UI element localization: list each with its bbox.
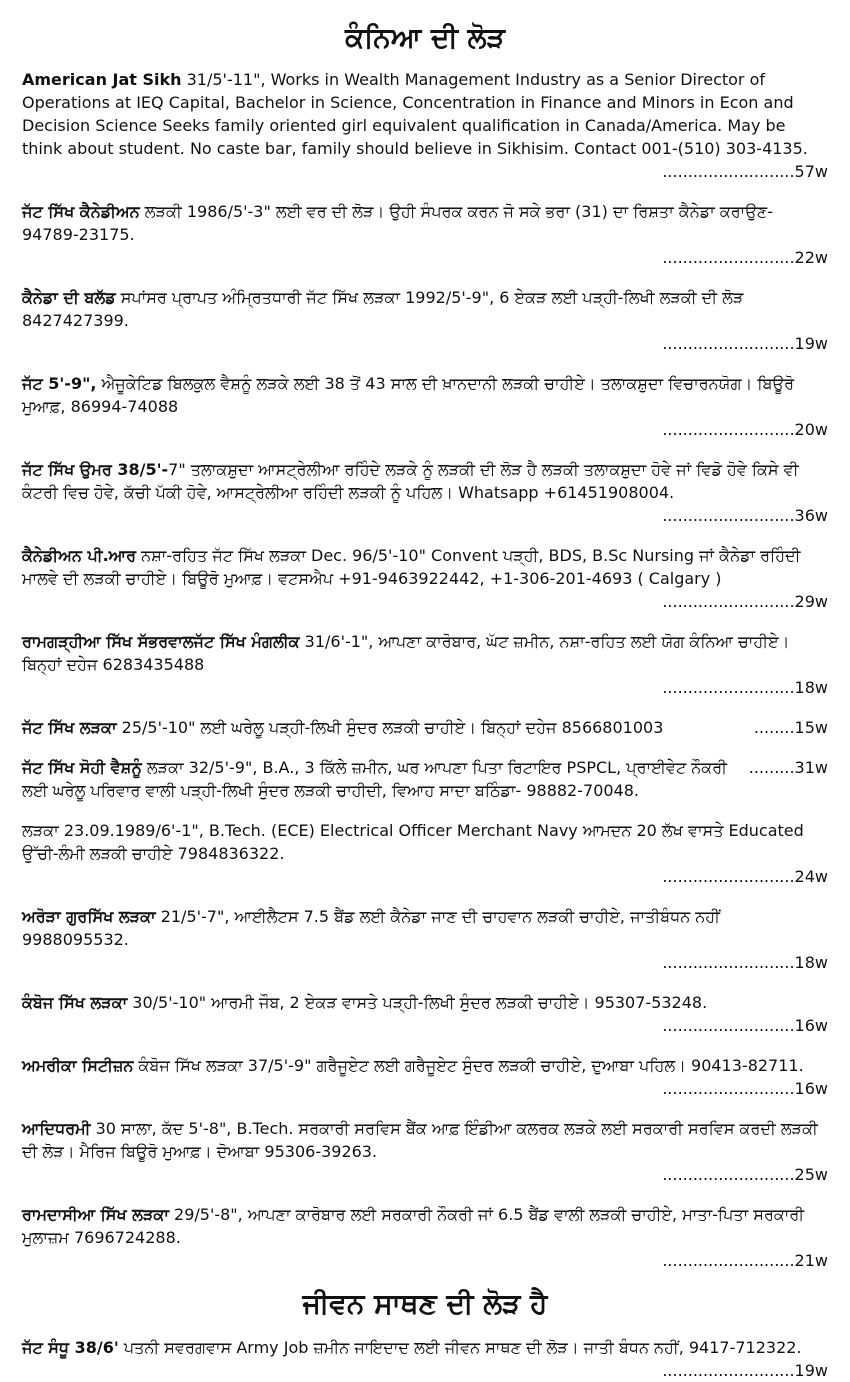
ad-body: 30 ਸਾਲਾ, ਕੱਦ 5'-8", B.Tech. ਸਰਕਾਰੀ ਸਰਵਿਸ ਬੈਂਕ ਆਫ਼ ਇੰਡੀਆ ਕਲਰਕ ਲੜਕੇ ਲਈ ਸਰਕਾਰੀ ਸਰਵਿਸ ਕਰਦੀ ਲੜਕੀ ਦੀ ਲੋੜ। ਮੈਰਿਜ ਬਿਊਰੋ ਮੁਆਫ਼। ਦੋਆਬਾ 95306-39263. xyxy=(22,1119,818,1161)
ad-spacer xyxy=(22,527,828,544)
ad-word-count: .........31w xyxy=(748,758,828,777)
ad-spacer xyxy=(22,699,828,716)
matrimonial-ad xyxy=(22,991,828,1037)
ad-lead: ਜੱਟ ਸਿੱਖ ਕੈਨੇਡੀਅਨ xyxy=(22,202,140,221)
ad-body: 31/5'-11", Works in Wealth Management Industry as a Senior Director of Operations at IEQ Capital, Bachelor in Science, Concentration in Finance and Minors in Econ and Decision Science Seeks family oriented girl equivalent qualification in Canada/America. May be think about student. No caste bar, family should believe in Sikhisim. Contact 001-(510) 303-4135. xyxy=(22,70,808,158)
ad-spacer xyxy=(22,269,828,286)
ad-body: 25/5'-10" ਲਈ ਘਰੇਲੂ ਪੜ੍ਹੀ-ਲਿਖੀ ਸੁੰਦਰ ਲੜਕੀ ਚਾਹੀਏ। ਬਿਨ੍ਹਾਂ ਦਹੇਜ 8566801003 xyxy=(116,718,664,737)
matrimonial-ad xyxy=(22,68,828,183)
ad-word-count: ..........................21w xyxy=(662,1251,828,1270)
ad-body: ਪਤਨੀ ਸਵਰਗਵਾਸ Army Job ਜ਼ਮੀਨ ਜਾਇਦਾਦ ਲਈ ਜੀਵਨ ਸਾਥਣ ਦੀ ਲੋੜ। ਜਾਤੀ ਬੰਧਨ ਨਹੀਂ, 9417-712322. xyxy=(118,1338,802,1357)
matrimonial-ad xyxy=(22,756,828,802)
ads-list xyxy=(22,1336,828,1382)
ad-body: ਸਪਾਂਸਰ ਪ੍ਰਾਪਤ ਅੰਮ੍ਰਿਤਧਾਰੀ ਜੱਟ ਸਿੱਖ ਲੜਕਾ 1992/5'-9", 6 ਏਕੜ ਲਈ ਪੜ੍ਹੀ-ਲਿਖੀ ਲੜਕੀ ਦੀ ਲੋੜ 8427427399. xyxy=(22,288,744,330)
ad-body: 29/5'-8", ਆਪਣਾ ਕਾਰੋਬਾਰ ਲਈ ਸਰਕਾਰੀ ਨੌਕਰੀ ਜਾਂ 6.5 ਬੈਂਡ ਵਾਲੀ ਲੜਕੀ ਚਾਹੀਏ, ਮਾਤਾ-ਪਿਤਾ ਸਰਕਾਰੀ ਮੁਲਾਜ਼ਮ 7696724288. xyxy=(22,1205,805,1247)
matrimonial-ad xyxy=(22,372,828,441)
ad-spacer xyxy=(22,1186,828,1203)
ad-lead: ਜੱਟ 5'-9", xyxy=(22,374,97,393)
ad-spacer xyxy=(22,802,828,819)
ad-body: ਨਸ਼ਾ-ਰਹਿਤ ਜੱਟ ਸਿੱਖ ਲੜਕਾ Dec. 96/5'-10" Convent ਪੜ੍ਹੀ, BDS, B.Sc Nursing ਜਾਂ ਕੈਨੇਡਾ ਰਹਿੰਦੀ ਮਾਲਵੇ ਦੀ ਲੜਕੀ ਚਾਹੀਏ। ਬਿਊਰੋ ਮੁਆਫ਼। ਵਟਸਐਪ +91-9463922442, +1-306-201-4693 ( Calgary ) xyxy=(22,546,801,588)
ad-body: 7" ਤਲਾਕਸ਼ੁਦਾ ਆਸਟ੍ਰੇਲੀਆ ਰਹਿੰਦੇ ਲੜਕੇ ਨੂੰ ਲੜਕੀ ਦੀ ਲੋੜ ਹੈ ਲੜਕੀ ਤਲਾਕਸ਼ੁਦਾ ਹੋਵੇ ਜਾਂ ਵਿਡੋ ਹੋਵੇ ਕਿਸੇ ਵੀ ਕੰਟਰੀ ਵਿਚ ਹੋਵੇ, ਕੱਚੀ ਪੱਕੀ ਹੋਵੇ, ਆਸਟ੍ਰੇਲੀਆ ਰਹਿੰਦੀ ਲੜਕੀ ਨੂੰ ਪਹਿਲ। Whatsapp +61451908004. xyxy=(22,460,799,502)
ad-lead: ਅਰੋੜਾ ਗੁਰਸਿੱਖ ਲੜਕਾ xyxy=(22,907,156,926)
ad-spacer xyxy=(22,1037,828,1054)
ad-body: ਐਜੂਕੇਟਿਡ ਬਿਲਕੁਲ ਵੈਸ਼ਨੂੰ ਲੜਕੇ ਲਈ 38 ਤੋਂ 43 ਸਾਲ ਦੀ ਖ਼ਾਨਦਾਨੀ ਲੜਕੀ ਚਾਹੀਏ। ਤਲਾਕਸ਼ੁਦਾ ਵਿਚਾਰਨਯੋਗ। ਬਿਊਰੋ ਮੁਆਫ਼, 86994-74088 xyxy=(22,374,795,416)
ad-lead: ਜੱਟ ਸੰਧੂ 38/6' xyxy=(22,1338,119,1357)
ad-lead: ਆਦਿਧਰਮੀ xyxy=(22,1119,91,1138)
matrimonial-ad xyxy=(22,1117,828,1186)
ads-list xyxy=(22,68,828,1272)
ad-spacer xyxy=(22,183,828,200)
ad-word-count: ..........................18w xyxy=(662,678,828,697)
matrimonial-ad xyxy=(22,1203,828,1272)
ad-word-count: ..........................24w xyxy=(662,867,828,886)
ad-word-count: ..........................36w xyxy=(662,506,828,525)
ad-body: ਕੰਬੋਜ ਸਿੱਖ ਲੜਕਾ 37/5'-9" ਗਰੈਜੂਏਟ ਲਈ ਗਰੈਜੂਏਟ ਸੁੰਦਰ ਲੜਕੀ ਚਾਹੀਏ, ਦੁਆਬਾ ਪਹਿਲ। 90413-82711. xyxy=(133,1056,804,1075)
ad-body: 21/5'-7", ਆਈਲੈਟਸ 7.5 ਬੈਂਡ ਲਈ ਕੈਨੇਡਾ ਜਾਣ ਦੀ ਚਾਹਵਾਨ ਲੜਕੀ ਚਾਹੀਏ, ਜਾਤੀਬੰਧਨ ਨਹੀਂ 9988095532. xyxy=(22,907,720,949)
ad-body: ਲੜਕਾ 23.09.1989/6'-1", B.Tech. (ECE) Electrical Officer Merchant Navy ਆਮਦਨ 20 ਲੱਖ ਵਾਸਤੇ Educated ਉੱਚੀ-ਲੰਮੀ ਲੜਕੀ ਚਾਹੀਏ 7984836322. xyxy=(22,821,804,863)
ad-lead: ਜੱਟ ਸਿੱਖ ਲੜਕਾ xyxy=(22,718,117,737)
ad-lead: ਕੈਨੇਡੀਅਨ ਪੀ.ਆਰ xyxy=(22,546,137,565)
ad-spacer xyxy=(22,974,828,991)
ad-word-count: ..........................22w xyxy=(662,248,828,267)
ad-spacer xyxy=(22,441,828,458)
ad-spacer xyxy=(22,739,828,756)
ad-word-count: ..........................16w xyxy=(662,1016,828,1035)
section-heading: ਕੰਨਿਆ ਦੀ ਲੋੜ xyxy=(345,21,505,54)
ad-lead: ਕੰਬੋਜ ਸਿੱਖ ਲੜਕਾ xyxy=(22,993,128,1012)
matrimonial-ad xyxy=(22,544,828,613)
ad-spacer xyxy=(22,613,828,630)
ad-body: ਲੜਕਾ 32/5'-9", B.A., 3 ਕਿੱਲੇ ਜ਼ਮੀਨ, ਘਰ ਆਪਣਾ ਪਿਤਾ ਰਿਟਾਇਰ PSPCL, ਪ੍ਰਾਈਵੇਟ ਨੌਕਰੀ ਲਈ ਘਰੇਲੂ ਪਰਿਵਾਰ ਵਾਲੀ ਪੜ੍ਹੀ-ਲਿਖੀ ਸੁੰਦਰ ਲੜਕੀ ਚਾਹੀਦੀ, ਵਿਆਹ ਸਾਦਾ ਬਠਿੰਡਾ- 98882-70048. xyxy=(22,758,727,800)
matrimonial-ad xyxy=(22,716,828,739)
ad-lead: American Jat Sikh xyxy=(22,70,182,89)
ad-word-count: ..........................29w xyxy=(662,592,828,611)
ad-word-count: ..........................20w xyxy=(662,420,828,439)
matrimonial-ad xyxy=(22,905,828,974)
ad-spacer xyxy=(22,1100,828,1117)
ad-spacer xyxy=(22,888,828,905)
matrimonial-ad xyxy=(22,286,828,355)
ad-word-count: ..........................16w xyxy=(662,1079,828,1098)
matrimonial-ad xyxy=(22,458,828,527)
ad-word-count: ..........................25w xyxy=(662,1165,828,1184)
ad-word-count: ..........................18w xyxy=(662,953,828,972)
ad-lead: ਕੈਨੇਡਾ ਦੀ ਬਲੱਡ xyxy=(22,288,116,307)
ad-body: 30/5'-10" ਆਰਮੀ ਜੌਬ, 2 ਏਕੜ ਵਾਸਤੇ ਪੜ੍ਹੀ-ਲਿਖੀ ਸੁੰਦਰ ਲੜਕੀ ਚਾਹੀਏ। 95307-53248. xyxy=(127,993,708,1012)
ad-word-count: ..........................57w xyxy=(662,162,828,181)
matrimonial-ad xyxy=(22,630,828,699)
matrimonial-ad xyxy=(22,1054,828,1100)
ad-body: ਲੜਕੀ 1986/5'-3" ਲਈ ਵਰ ਦੀ ਲੋੜ। ਉਹੀ ਸੰਪਰਕ ਕਰਨ ਜੋ ਸਕੇ ਭਰਾ (31) ਦਾ ਰਿਸ਼ਤਾ ਕੈਨੇਡਾ ਕਰਾਉਣ- 94789-23175. xyxy=(22,202,773,244)
ad-lead: ਜੱਟ ਸਿੱਖ ਉਮਰ 38/5'- xyxy=(22,460,169,479)
ad-word-count: ..........................19w xyxy=(662,334,828,353)
ad-lead: ਅਮਰੀਕਾ ਸਿਟੀਜ਼ਨ xyxy=(22,1056,134,1075)
ad-word-count: ..........................19w xyxy=(662,1361,828,1380)
ad-lead: ਰਾਮਗੜ੍ਹੀਆ ਸਿੱਖ ਸੱਭਰਵਾਲਜੱਟ ਸਿੱਖ ਮੰਗਲੀਕ xyxy=(22,632,300,651)
section-heading: ਜੀਵਨ ਸਾਥਣ ਦੀ ਲੋੜ ਹੈ xyxy=(302,1287,548,1320)
ad-body: 31/6'-1", ਆਪਣਾ ਕਾਰੋਬਾਰ, ਘੱਟ ਜ਼ਮੀਨ, ਨਸ਼ਾ-ਰਹਿਤ ਲਈ ਯੋਗ ਕੰਨਿਆ ਚਾਹੀਏ। ਬਿਨ੍ਹਾਂ ਦਹੇਜ 6283435488 xyxy=(22,632,790,674)
ad-lead: ਰਾਮਦਾਸੀਆ ਸਿੱਖ ਲੜਕਾ xyxy=(22,1205,169,1224)
ad-word-count: ........15w xyxy=(753,718,828,737)
matrimonial-ad xyxy=(22,819,828,888)
ad-spacer xyxy=(22,355,828,372)
matrimonial-ad xyxy=(22,1336,828,1382)
matrimonial-ad xyxy=(22,200,828,269)
ad-lead: ਜੱਟ ਸਿੱਖ ਸੋਹੀ ਵੈਸ਼ਨੂੰ xyxy=(22,758,142,777)
